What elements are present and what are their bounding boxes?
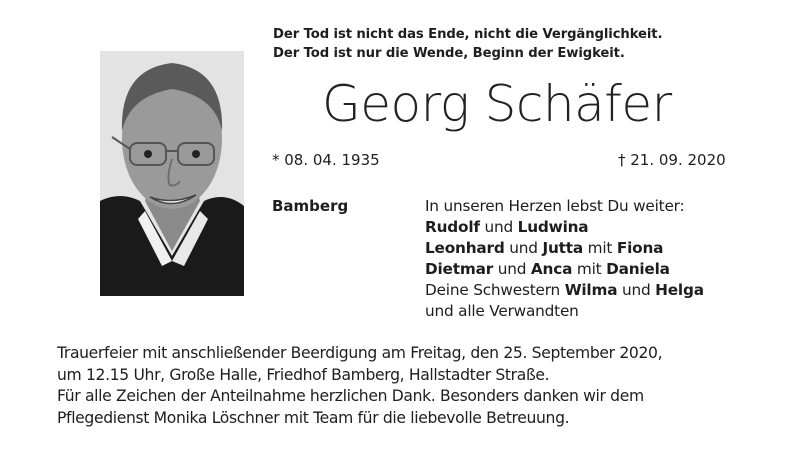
connector: mit <box>583 239 617 257</box>
footer-line-1: Trauerfeier mit anschließender Beerdigung am Freitag, den 25. September 2020, <box>57 344 663 362</box>
connector: und <box>504 239 543 257</box>
deceased-name: Georg Schäfer <box>322 75 672 133</box>
mourner-name: Leonhard <box>425 239 505 257</box>
birth-date: * 08. 04. 1935 <box>272 151 380 169</box>
family-line-4 <box>425 280 704 301</box>
footer-line-2: um 12.15 Uhr, Große Halle, Friedhof Bamberg, Hallstadter Straße. <box>57 365 550 384</box>
footer-line-4: Pflegedienst Monika Löschner mit Team für die liebevolle Betreuung. <box>57 408 570 427</box>
mourner-name: Daniela <box>606 260 670 278</box>
connector: und <box>493 260 531 278</box>
funeral-info <box>57 343 662 429</box>
family-closing: und alle Verwandten <box>425 302 579 320</box>
connector: und <box>479 218 518 236</box>
portrait-photo <box>100 51 244 296</box>
family-line-3 <box>425 259 704 280</box>
mourner-name: Anca <box>530 260 573 278</box>
mourner-name: Rudolf <box>425 218 480 236</box>
portrait-image <box>100 51 244 296</box>
death-date: † 21. 09. 2020 <box>618 151 726 169</box>
mourner-name: Dietmar <box>425 260 494 278</box>
family-intro: In unseren Herzen lebst Du weiter: <box>425 197 685 215</box>
mourner-name: Ludwina <box>517 218 589 236</box>
mourner-name: Wilma <box>564 281 618 299</box>
motto-line-1: Der Tod ist nicht das Ende, nicht die Vergänglichkeit. <box>273 27 663 42</box>
footer-line-3: Für alle Zeichen der Anteilnahme herzlichen Dank. Besonders danken wir dem <box>57 387 644 406</box>
connector: Deine Schwestern <box>425 281 565 299</box>
family-line-2 <box>425 238 704 259</box>
connector: und <box>617 281 656 299</box>
mourner-name: Helga <box>655 281 704 299</box>
connector: mit <box>572 260 607 278</box>
motto-quote <box>273 25 662 63</box>
residence-place: Bamberg <box>272 197 349 215</box>
mourner-name: Jutta <box>542 239 583 257</box>
family-mourners <box>425 196 704 322</box>
motto-line-2: Der Tod ist nur die Wende, Beginn der Ewigkeit. <box>273 46 625 61</box>
mourner-name: Fiona <box>616 239 664 257</box>
family-line-1 <box>425 217 704 238</box>
